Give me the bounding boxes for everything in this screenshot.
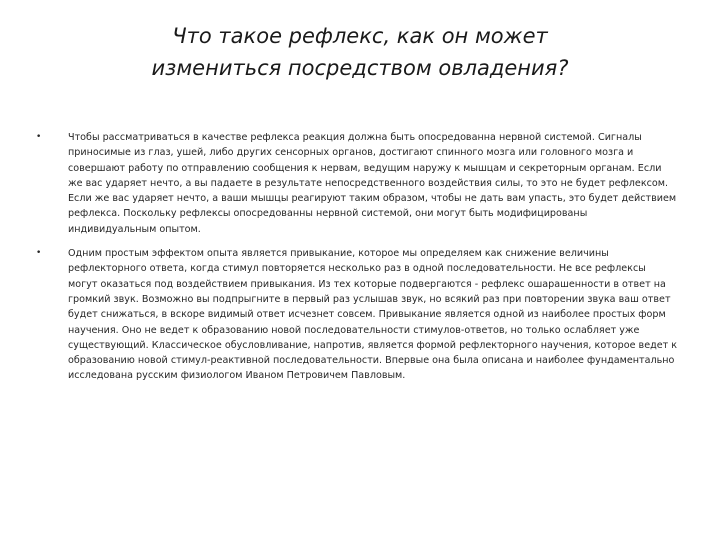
bullet-marker: • [36, 132, 42, 142]
bullet-item-reflex-definition [36, 130, 678, 237]
slide-title [60, 20, 660, 84]
bullet-text: Одним простым эффектом опыта является привыкание, которое мы определяем как снижение величины рефлекторного ответа, когда стимул повторяется несколько раз в одной последовательности. Не все рефлексы могут оказаться под воздействием привыкания. Из тех которые подвергаются - рефлекс ошарашенности в ответ на громкий звук. Возможно вы подпрыгните в первый раз услышав звук, но всякий раз при повторении звука ваш ответ будет снижаться, в вскоре видимый ответ исчезнет совсем. Привыкание является одной из наиболее простых форм научения. Оно не ведет к образованию новой последовательности стимулов-ответов, но только ослабляет уже существующий. Классическое обусловливание, напротив, является формой рефлекторного научения, которое ведет к образованию новой стимул-реактивной последовательности. Впервые она была описана и наиболее фундаментально исследована русским физиологом Иваном Петровичем Павловым. [68, 248, 678, 382]
bullet-item-habituation [36, 246, 678, 384]
slide-title-line-2: измениться посредством овладения? [151, 56, 569, 80]
bullet-text: Чтобы рассматриваться в качестве рефлекса реакция должна быть опосредованна нервной системой. Сигналы приносимые из глаз, ушей, либо других сенсорных органов, достигают спинного мозга или головного мозга и совершают работу по отправлению сообщения к нервам, ведущим наружу к мышцам и секреторным органам. Если же вас ударяет нечто, а вы падаете в результате непосредственного воздействия силы, то это не будет рефлексом. Если же вас ударяет нечто, а ваши мышцы реагируют таким образом, чтобы не дать вам упасть, это будет действием рефлекса. Поскольку рефлексы опосредованны нервной системой, они могут быть модифицированы индивидуальным опытом. [68, 132, 677, 235]
bullet-marker: • [36, 248, 42, 259]
slide-title-line-1: Что такое рефлекс, как он может [172, 24, 548, 48]
bullet-list [36, 130, 678, 393]
